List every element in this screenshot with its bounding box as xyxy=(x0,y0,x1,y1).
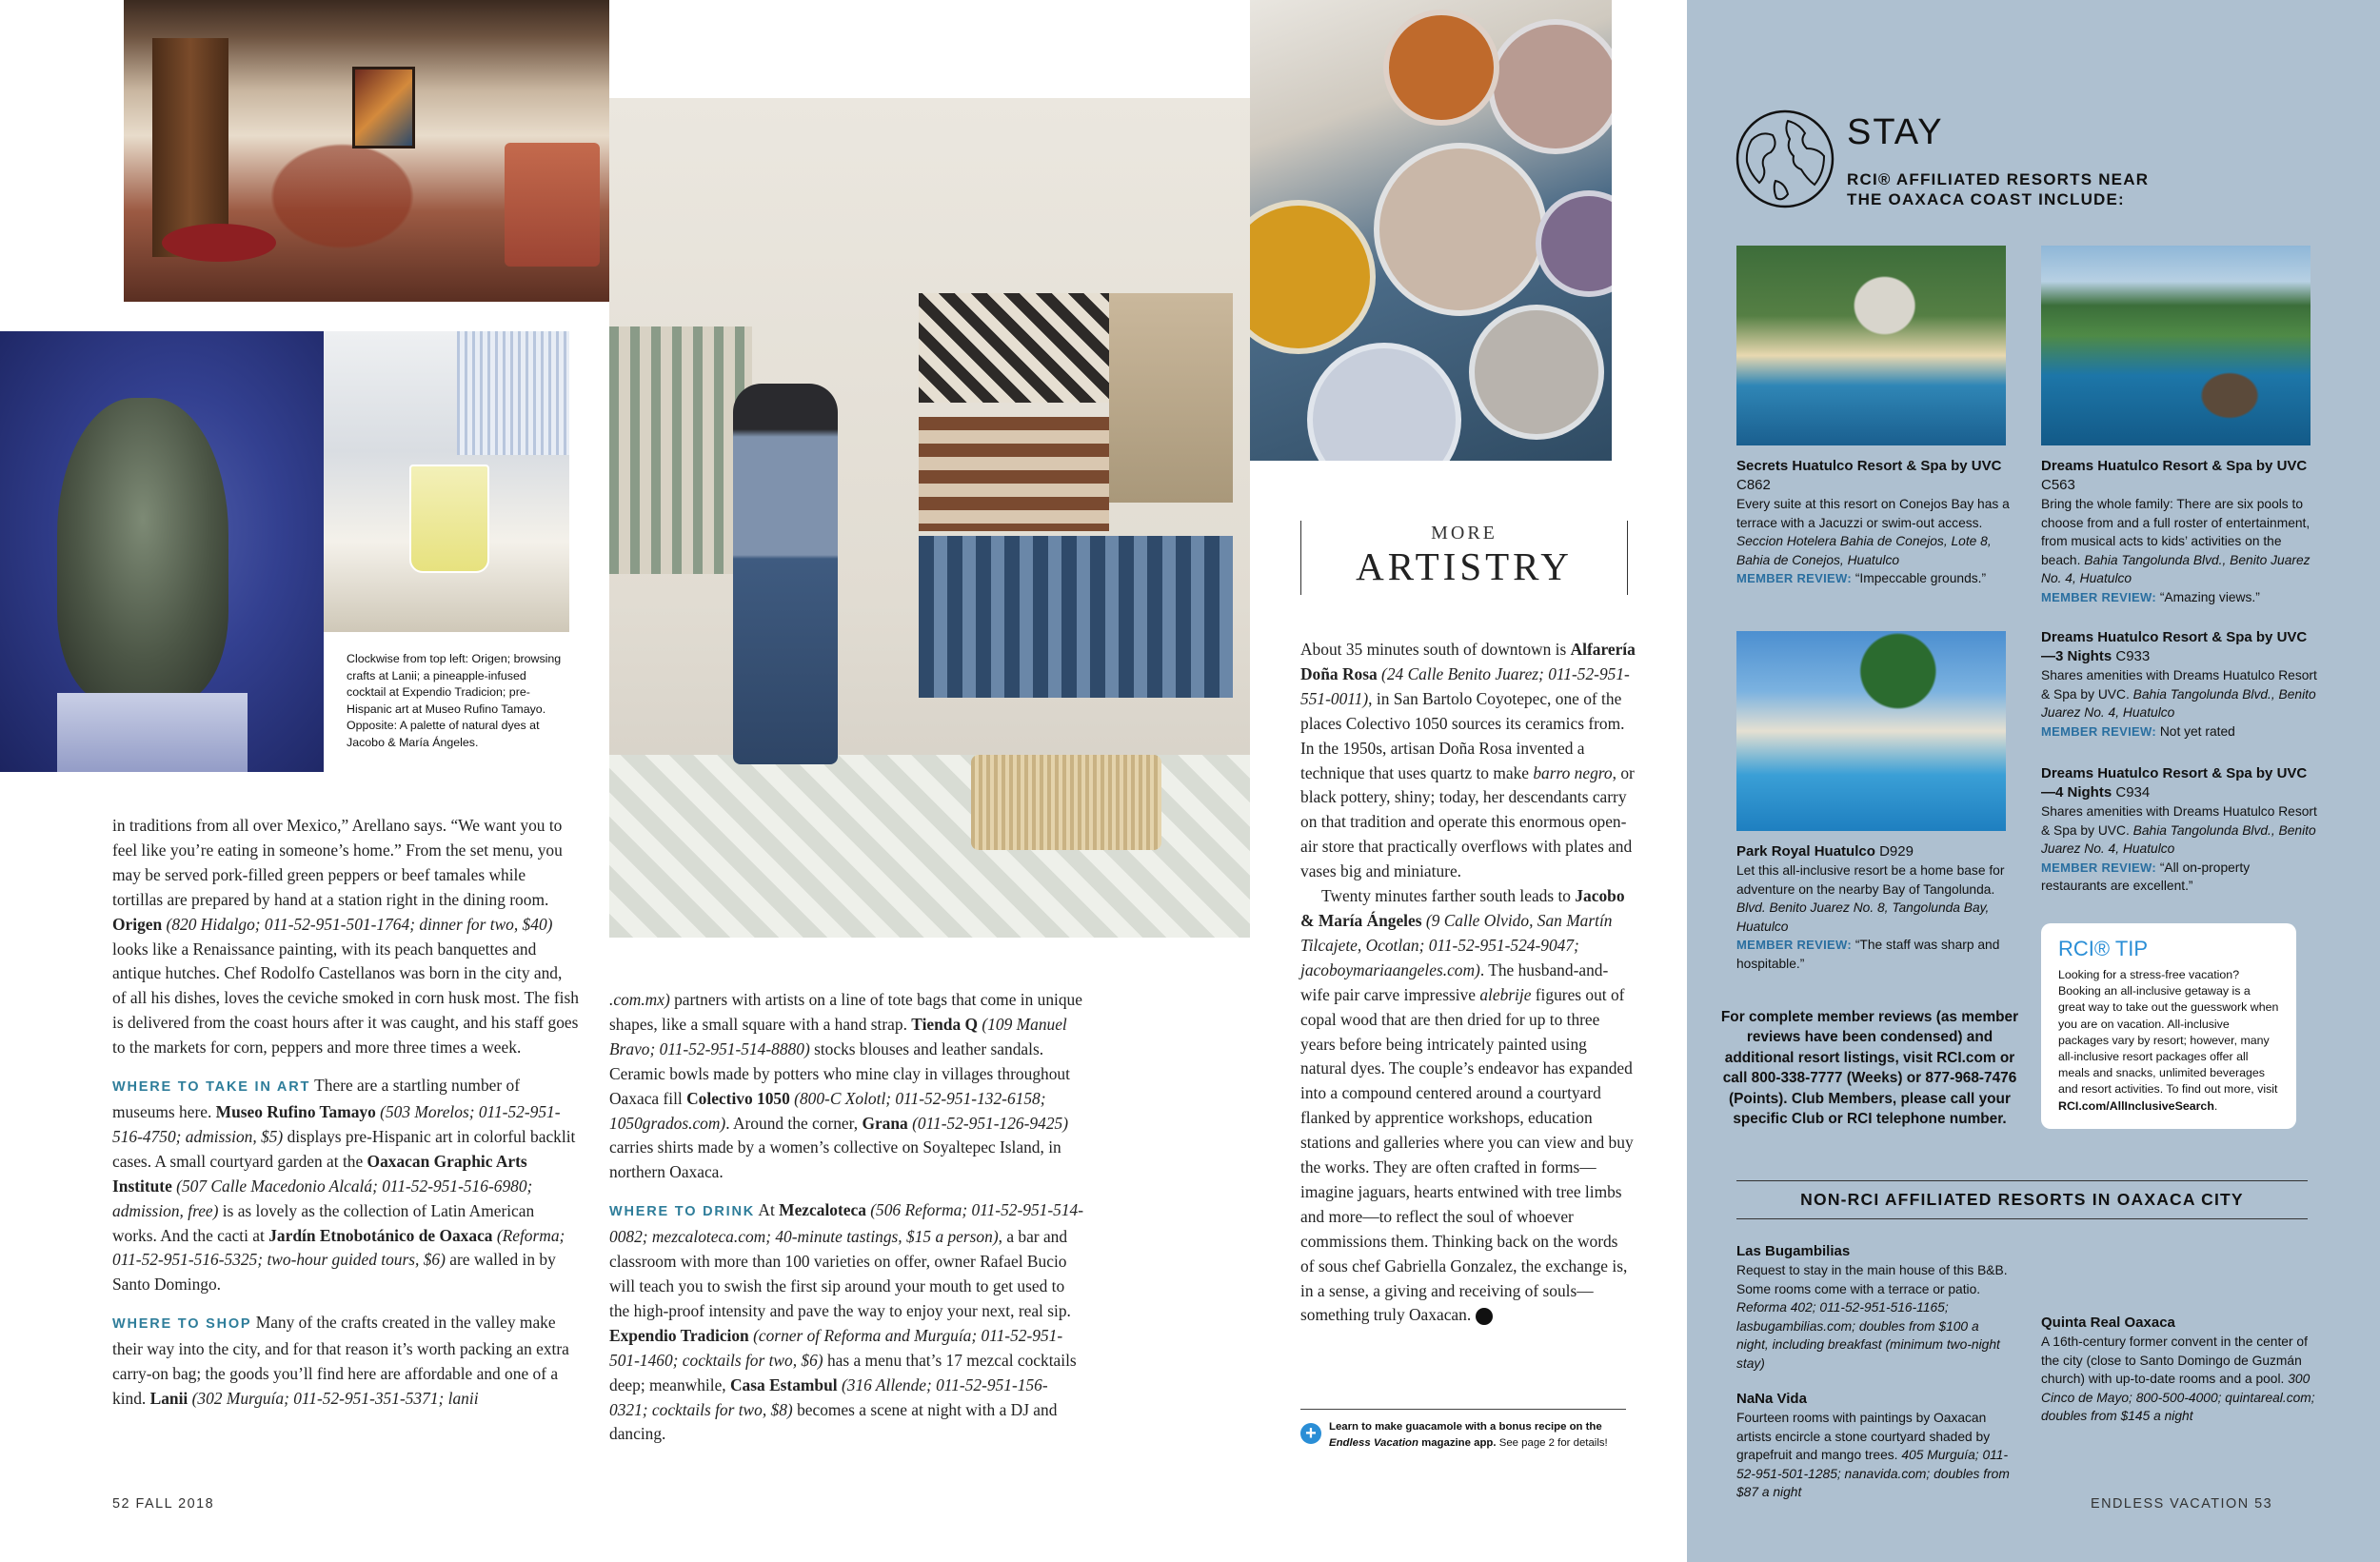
heading-kicker: MORE xyxy=(1431,523,1497,544)
rci-tip-box: RCI® TIP Looking for a stress-free vacation? Booking an all-inclusive getaway is a great way to take out the guesswork when you are on vacation. All-inclusive packages vary by resort; however, many all-inclusive resort packages offer all meals and snacks, unlimited beverages and resort activities. To find out more, visit RCI.com/AllInclusiveSearch. xyxy=(2041,923,2296,1129)
secrets-resort-photo xyxy=(1736,246,2006,445)
stay-sidebar xyxy=(1687,0,2380,1562)
photo-caption: Clockwise from top left: Origen; browsing crafts at Lanii; a pineapple-infused cocktail at Expendio Tradicion; pre-Hispanic art at Museo Rufino Tamayo. Opposite: A palette of natural dyes at Jacobo & María Ángeles. xyxy=(347,652,562,749)
paragraph-alfareria: About 35 minutes south of downtown is Alfarería Doña Rosa (24 Calle Benito Juarez; 011-52-951-551-0011), in San Bartolo Coyotepec, one of the places Colectivo 1050 sources its ceramics from. In the 1950s, artisan Doña Rosa invented a technique that uses quartz to make barro negro, or black pottery, shiny; today, her descendants carry on that tradition and operate this enormous open-air store that practically overflows with plates and vases big and miniature. xyxy=(1300,640,1636,881)
paragraph-shop-continued: .com.mx) partners with artists on a line of tote bags that come in unique shapes, like a small square with a hand strap. Tienda Q (109 Manuel Bravo; 011-52-951-514-8880) stocks blouses and leather sandals. Ceramic bowls made by potters who mine clay in villages throughout Oaxaca fill Colectivo 1050 (800-C Xolotl; 011-52-951-132-6158; 1050grados.com). Around the corner, Grana (011-52-951-126-9425) carries shirts made by a women’s collective on Soyaltepec Island, in northern Oaxaca. xyxy=(609,990,1082,1182)
tip-link[interactable]: RCI.com/AllInclusiveSearch xyxy=(2058,1098,2214,1113)
dreams-resort-photo xyxy=(2041,246,2311,445)
park-royal-photo xyxy=(1736,631,2006,831)
section-label-drink: WHERE TO DRINK xyxy=(609,1204,756,1220)
restaurant-photo xyxy=(124,0,609,302)
section-label-art: WHERE TO TAKE IN ART xyxy=(112,1079,311,1096)
member-reviews-note: For complete member reviews (as member reviews have been condensed) and additional resort listings, visit RCI.com or call 800-338-7777 (Weeks) or 877-968-7476 (Points). Club Members, please call your specific Club or RCI telephone number. xyxy=(1720,1009,2019,1128)
plus-circle-icon[interactable]: + xyxy=(1300,1423,1321,1444)
cocktail-photo xyxy=(324,331,569,632)
nonrci-nana-vida: NaNa Vida Fourteen rooms with paintings by Oaxacan artists encircle a stone courtyard shaded by grapefruit and mango trees. 405 Murguía; 011-52-951-501-1285; nanavida.com; doubles from $87 a night xyxy=(1736,1391,2010,1500)
statue-photo xyxy=(0,331,324,772)
pigments-photo xyxy=(1250,0,1612,461)
app-note: + Learn to make guacamole with a bonus recipe on the Endless Vacation magazine app. See page 2 for details! xyxy=(1300,1409,1626,1451)
end-mark-icon: EV xyxy=(1476,1308,1493,1325)
paragraph-origen: in traditions from all over Mexico,” Arellano says. “We want you to feel like you’re eating in someone’s home.” From the set menu, you may be served pork-filled green peppers or beef tamales while tortillas are prepared by hand at a station right in the dining room. Origen (820 Hidalgo; 011-52-951-501-1764; dinner for two, $40) looks like a Renaissance painting, with its peach banquettes and antique hutches. Chef Rodolfo Castellanos was born in the city and, of all his dishes, loves the ceviche smoked in corn husk most. The fish is delivered from the coast hours after it was caught, and his staff goes to the markets for corn, peppers and more three times a week. xyxy=(112,816,579,1058)
paragraph-drink: WHERE TO DRINK At Mezcaloteca (506 Reforma; 011-52-951-514-0082; mezcaloteca.com; 40-minute tastings, $15 a person), a bar and classroom with more than 100 varieties on offer, owner Rafael Bucio will teach you to swish the first sip around your mouth to get used to the high-proof intensity and pave the way to enjoy your next, real sip. Expendio Tradicion (corner of Reforma and Murguía; 011-52-951-501-1460; cocktails for two, $6) has a menu that’s 17 mezcal cocktails deep; meanwhile, Casa Estambul (316 Allende; 011-52-951-156-0321; cocktails for two, $8) becomes a scene at night with a DJ and dancing. xyxy=(609,1200,1084,1444)
heading-title: ARTISTRY xyxy=(1356,544,1573,588)
page-number-left: 52 FALL 2018 xyxy=(112,1496,215,1512)
stay-subtitle: RCI® AFFILIATED RESORTS NEAR THE OAXACA COAST INCLUDE: xyxy=(1847,170,2150,208)
non-rci-heading: NON-RCI AFFILIATED RESORTS IN OAXACA CITY xyxy=(1736,1180,2308,1219)
resort-secrets: Secrets Huatulco Resort & Spa by UVC C862 Every suite at this resort on Conejos Bay has a terrace with a Jacuzzi or swim-out access. Seccion Hotelera Bahia de Conejos, Lote 8, Bahia de Conejos, Huatulco MEMBER REVIEW: “Impeccable grounds.” xyxy=(1736,458,2010,586)
section-label-shop: WHERE TO SHOP xyxy=(112,1316,252,1333)
tip-title: RCI® TIP xyxy=(2058,937,2149,960)
article-column-2 xyxy=(609,988,1085,1447)
craft-shop-photo xyxy=(609,98,1250,938)
page-number-right: ENDLESS VACATION 53 xyxy=(2091,1496,2273,1512)
nonrci-quinta-real: Quinta Real Oaxaca A 16th-century former convent in the center of the city (close to Santo Domingo de Guzmán church) with up-to-date rooms and a pool. 300 Cinco de Mayo; 800-500-4000; quintareal.com; doubles from $145 a night xyxy=(2041,1315,2315,1424)
resort-park-royal: Park Royal Huatulco D929 Let this all-inclusive resort be a home base for adventure on the nearby Bay of Tangolunda. Blvd. Benito Juarez No. 8, Tangolunda Bay, Huatulco MEMBER REVIEW: “The staff was sharp and hospitable.” xyxy=(1736,843,2005,971)
article-column-1 xyxy=(112,814,579,1412)
paragraph-shop: WHERE TO SHOP Many of the crafts created in the valley make their way into the city, and for that reason it’s worth packing an extra carry-on bag; the goods you’ll find here are affordable and one of a kind. Lanii (302 Murguía; 011-52-951-351-5371; lanii xyxy=(112,1313,569,1408)
paragraph-jacobo: Twenty minutes farther south leads to Jacobo & María Ángeles (9 Calle Olvido, San Martín Tilcajete, Ocotlan; 011-52-951-524-9047; jacoboymariaangeles.com). The husband-and-wife pair carve impressive alebrije figures out of copal wood that are then dried for up to three years before being intricately painted using natural dyes. The couple’s endeavor has expanded into a compound centered around a courtyard flanked by apprentice workshops, education stations and galleries where you can view and buy the works. They are often crafted in forms—imagine jaguars, hearts entwined with tree limbs and more—to reflect the soul of whoever commissions them. Thinking back on the words of sous chef Gabriella Gonzalez, the exchange is, in a sense, a giving and receiving of souls—something truly Oaxacan. EV xyxy=(1300,886,1634,1325)
nonrci-las-bugambilias: Las Bugambilias Request to stay in the main house of this B&B. Some rooms come with a terrace or patio. Reforma 402; 011-52-951-516-1165; lasbugambilias.com; doubles from $100 a night, including breakfast (minimum two-night stay) xyxy=(1736,1243,2008,1371)
resort-dreams-4-nights: Dreams Huatulco Resort & Spa by UVC—4 Nights C934 Shares amenities with Dreams Huatulco Resort & Spa by UVC. Bahia Tangolunda Blvd., Benito Juarez No. 4, Huatulco MEMBER REVIEW: “All on-property restaurants are excellent.” xyxy=(2041,765,2317,894)
more-artistry-heading xyxy=(1300,521,1628,595)
stay-title: STAY xyxy=(1847,112,1944,152)
venue-origen: Origen xyxy=(112,914,163,934)
paragraph-art: WHERE TO TAKE IN ART There are a startling number of museums here. Museo Rufino Tamayo (503 Morelos; 011-52-951-516-4750; admission, $5) displays pre-Hispanic art in colorful backlit cases. A small courtyard garden at the Oaxacan Graphic Arts Institute (507 Calle Macedonio Alcalá; 011-52-951-516-6980; admission, free) is as lovely as the collection of Latin American works. And the cacti at Jardín Etnobotánico de Oaxaca (Reforma; 011-52-951-516-5325; two-hour guided tours, $6) are walled in by Santo Domingo. xyxy=(112,1076,576,1295)
artistry-column xyxy=(1300,638,1636,1328)
resort-dreams-3-nights: Dreams Huatulco Resort & Spa by UVC—3 Nights C933 Shares amenities with Dreams Huatulco Resort & Spa by UVC. Bahia Tangolunda Blvd., Benito Juarez No. 4, Huatulco MEMBER REVIEW: Not yet rated xyxy=(2041,629,2317,739)
resort-dreams: Dreams Huatulco Resort & Spa by UVC C563 Bring the whole family: There are six pools to choose from and a full roster of entertainment, from musical acts to kids’ activities on the beach. Bahia Tangolunda Blvd., Benito Juarez No. 4, Huatulco MEMBER REVIEW: “Amazing views.” xyxy=(2041,458,2311,604)
globe-icon xyxy=(1733,107,1837,211)
